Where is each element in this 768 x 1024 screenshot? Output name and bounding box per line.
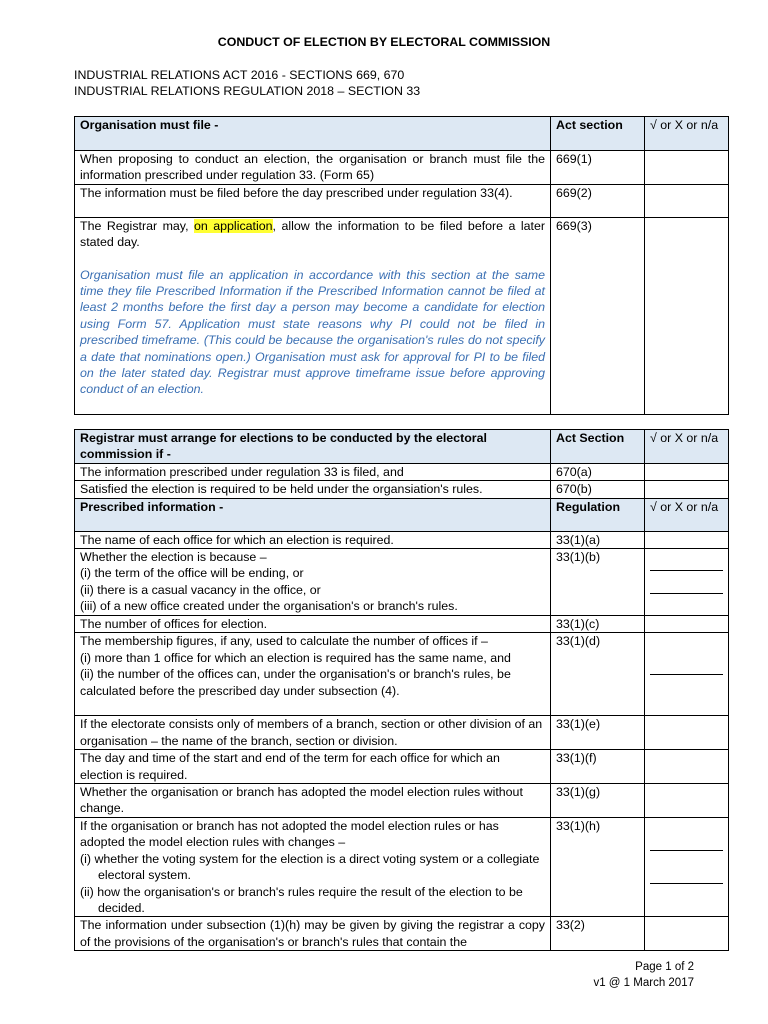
regulation-ref: 33(1)(h): [551, 817, 645, 916]
document-title: CONDUCT OF ELECTION BY ELECTORAL COMMISSION: [217, 35, 551, 49]
page-number: Page 1 of 2: [635, 961, 694, 973]
check-cell[interactable]: [645, 463, 729, 480]
check-cell-group: [645, 633, 729, 716]
version-date: v1 @ 1 March 2017: [593, 977, 694, 989]
info-subitem: (i) more than 1 office for which an election is required has the same name, and: [80, 650, 511, 665]
check-cell[interactable]: [650, 571, 723, 593]
check-cell[interactable]: [645, 750, 729, 784]
check-cell-group: [645, 549, 729, 616]
table-row: [75, 784, 729, 818]
check-cell[interactable]: [645, 151, 729, 185]
table-row: [75, 151, 729, 185]
info-cell: [75, 549, 551, 616]
table-row: [75, 616, 729, 633]
check-cell[interactable]: [645, 716, 729, 750]
check-cell[interactable]: [650, 633, 723, 675]
table-row: [75, 917, 729, 951]
header-act-section: Act Section: [551, 430, 645, 464]
regulation-ref: 33(1)(c): [551, 616, 645, 633]
table-row: [75, 481, 729, 498]
check-cell[interactable]: [650, 675, 723, 716]
regulation-ref: 33(1)(f): [551, 750, 645, 784]
registrar-election-table: [74, 429, 729, 951]
table-row: [75, 817, 729, 916]
info-text: The day and time of the start and end of the term for each office for which an election is required.: [75, 750, 551, 784]
section-ref: 669(3): [551, 217, 645, 414]
regulation-ref: 33(1)(g): [551, 784, 645, 818]
table-row: [75, 531, 729, 548]
section-ref: 670(b): [551, 481, 645, 498]
check-cell[interactable]: [645, 184, 729, 217]
header-prescribed-info: Prescribed information -: [75, 498, 551, 531]
act-reference: INDUSTRIAL RELATIONS ACT 2016 - SECTIONS 669, 670: [74, 68, 405, 82]
requirement-text: When proposing to conduct an election, the organisation or branch must file the information prescribed under regulation 33. (Form 65): [75, 151, 551, 185]
regulation-ref: 33(1)(e): [551, 716, 645, 750]
header-check: √ or X or n/a: [645, 430, 729, 464]
info-text: If the organisation or branch has not adopted the model election rules or has adopted the model election rules with changes –: [80, 818, 499, 850]
check-cell[interactable]: [645, 616, 729, 633]
check-cell[interactable]: [645, 917, 729, 951]
highlighted-text: on application: [194, 218, 273, 233]
info-subitem: (iii) of a new office created under the organisation's or branch's rules.: [80, 599, 458, 614]
footer: [593, 959, 694, 991]
check-cell[interactable]: [650, 851, 723, 884]
requirement-text: The information must be filed before the day prescribed under regulation 33(4).: [75, 184, 551, 217]
header-requirement: Organisation must file -: [75, 117, 551, 151]
regulation-ref: 33(1)(d): [551, 633, 645, 716]
info-text: The name of each office for which an election is required.: [75, 531, 551, 548]
table-row: [75, 716, 729, 750]
info-subitem: (ii) how the organisation's or branch's rules require the result of the election to be decided.: [80, 884, 523, 915]
info-text: The number of offices for election.: [75, 616, 551, 633]
table-header-row: [75, 117, 729, 151]
organisation-filing-table: [74, 116, 729, 415]
requirement-cell: [75, 217, 551, 414]
header-condition: Registrar must arrange for elections to be conducted by the electoral commission if -: [75, 430, 551, 464]
check-cell[interactable]: [645, 531, 729, 548]
table-row: [75, 549, 729, 616]
check-cell[interactable]: [650, 818, 723, 851]
info-subitem: (i) whether the voting system for the election is a direct voting system or a collegiate electoral system.: [80, 851, 540, 883]
header-act-section: Act section: [551, 117, 645, 151]
table-row: [75, 217, 729, 414]
regulation-reference: INDUSTRIAL RELATIONS REGULATION 2018 – SECTION 33: [74, 84, 421, 98]
guidance-note: Organisation must file an application in accordance with this section at the same time they file Prescribed Information if the Prescribed Information cannot be filed at least 2 months before the first day a person may become a candidate for election using Form 57. Application must state reasons why PI could not be filed in prescribed timeframe. (This could be because the organisation's rules do not specify a date that nominations open.) Organisation must ask for approval for PI to be filed on the later stated day. Registrar must approve timeframe issue before approving conduct of an election.: [80, 267, 545, 397]
info-text: Whether the organisation or branch has adopted the model election rules without change.: [75, 784, 551, 818]
table-row: [75, 184, 729, 217]
header-regulation: Regulation: [551, 498, 645, 531]
regulation-ref: 33(1)(b): [551, 549, 645, 616]
info-subitem: (ii) there is a casual vacancy in the office, or: [80, 582, 321, 597]
check-cell[interactable]: [650, 594, 723, 615]
regulation-ref: 33(1)(a): [551, 531, 645, 548]
info-subitem: (i) the term of the office will be ending, or: [80, 566, 304, 581]
regulation-ref: 33(2): [551, 917, 645, 951]
prescribed-info-header-row: [75, 498, 729, 531]
condition-text: Satisfied the election is required to be held under the organsiation's rules.: [75, 481, 551, 498]
table-header-row: [75, 430, 729, 464]
check-cell[interactable]: [645, 481, 729, 498]
condition-text: The information prescribed under regulation 33 is filed, and: [75, 463, 551, 480]
check-cell[interactable]: [645, 784, 729, 818]
info-cell: [75, 817, 551, 916]
check-cell[interactable]: [650, 549, 723, 571]
info-text: The membership figures, if any, used to calculate the number of offices if –: [80, 634, 488, 649]
check-cell[interactable]: [650, 884, 723, 916]
check-cell[interactable]: [645, 217, 729, 414]
table-row: [75, 750, 729, 784]
info-subitem: (ii) the number of the offices can, under the organisation's or branch's rules, be calculated before the prescribed day under subsection (4).: [80, 667, 511, 698]
header-check: √ or X or n/a: [645, 498, 729, 531]
check-cell-group: [645, 817, 729, 916]
table-row: [75, 633, 729, 716]
info-text: Whether the election is because –: [80, 550, 267, 565]
requirement-text: The Registrar may, on application, allow the information to be filed before a later stated day.: [80, 218, 546, 250]
section-ref: 669(1): [551, 151, 645, 185]
header-check: √ or X or n/a: [645, 117, 729, 151]
info-text: If the electorate consists only of members of a branch, section or other division of an organisation – the name of the branch, section or division.: [75, 716, 551, 750]
section-ref: 669(2): [551, 184, 645, 217]
info-cell: [75, 633, 551, 716]
section-ref: 670(a): [551, 463, 645, 480]
info-text: The information under subsection (1)(h) may be given by giving the registrar a copy of the provisions of the organisation's or branch's rules that contain the: [75, 917, 551, 951]
table-row: [75, 463, 729, 480]
